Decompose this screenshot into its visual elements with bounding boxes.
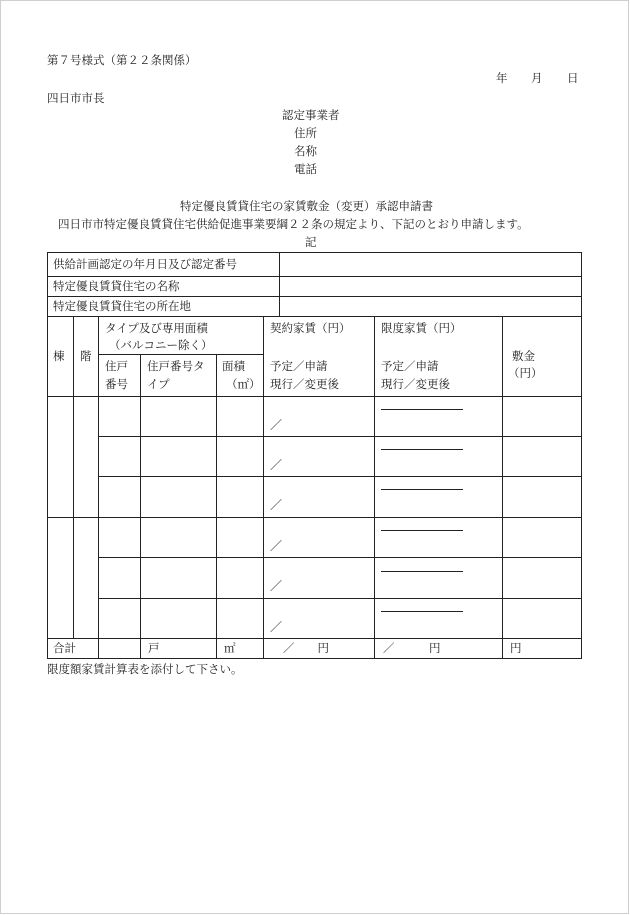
table-line: [98, 557, 582, 558]
col-header-unit-no-2: 番号: [105, 377, 128, 391]
ki-label: 記: [305, 235, 317, 249]
contract-slash: ／: [270, 579, 283, 593]
table-line: [279, 252, 280, 316]
applicant-address-label: 住所: [294, 126, 317, 140]
table-border-left: [47, 252, 48, 659]
contract-slash: ／: [270, 620, 283, 634]
col-header-limit-rent: 限度家賃（円）: [381, 321, 462, 335]
total-label: 合計: [53, 641, 76, 655]
date-day-label: 日: [567, 71, 579, 85]
table-line: [98, 316, 99, 659]
contract-sub-2: 現行／変更後: [270, 377, 339, 391]
col-header-contract-rent: 契約家賃（円）: [270, 321, 351, 335]
table-line: [216, 354, 217, 659]
table-line: [47, 276, 582, 277]
document-title: 特定優良賃貸住宅の家賃敷金（変更）承認申請書: [180, 199, 433, 213]
col-header-unit-type-2: イプ: [147, 377, 170, 391]
col-header-kai: 階: [80, 349, 92, 363]
contract-sub-1: 予定／申請: [270, 359, 328, 373]
table-line: [98, 354, 263, 355]
contract-slash: ／: [270, 418, 283, 432]
date-year-label: 年: [496, 71, 508, 85]
applicant-name-label: 名称: [294, 144, 317, 158]
limit-sub-1: 予定／申請: [381, 359, 439, 373]
contract-slash: ／: [270, 458, 283, 472]
info-row-label: 特定優良賃貸住宅の名称: [53, 279, 180, 293]
table-line: [263, 316, 264, 659]
date-month-label: 月: [531, 71, 543, 85]
col-header-unit-type: 住戸番号タ: [147, 359, 205, 373]
col-header-unit-no: 住戸: [105, 359, 128, 373]
limit-rule: [381, 449, 463, 450]
total-deposit: 円: [510, 641, 522, 655]
limit-sub-2: 現行／変更後: [381, 377, 450, 391]
contract-slash: ／: [270, 539, 283, 553]
table-line: [98, 476, 582, 477]
table-line: [502, 316, 503, 659]
total-area: ㎡: [224, 641, 236, 655]
table-border-top: [47, 252, 582, 253]
table-line: [98, 598, 582, 599]
type-area-header-note: （バルコニー除く）: [109, 338, 213, 352]
col-header-area: 面積: [222, 359, 245, 373]
form-number: 第７号様式（第２２条関係）: [47, 53, 197, 67]
info-row-label: 特定優良賃貸住宅の所在地: [53, 299, 191, 313]
document-intro: 四日市市特定優良賃貸住宅供給促進事業要綱２２条の規定より、下記のとおり申請します。: [58, 217, 529, 231]
limit-rule: [381, 409, 463, 410]
table-line: [98, 436, 582, 437]
limit-rule: [381, 571, 463, 572]
limit-rule: [381, 530, 463, 531]
table-line: [140, 354, 141, 659]
contract-slash: ／: [270, 498, 283, 512]
footer-note: 限度額家賃計算表を添付して下さい。: [47, 662, 243, 676]
total-contract: ／ 円: [283, 641, 329, 655]
total-limit: ／ 円: [383, 641, 441, 655]
table-line: [73, 316, 74, 638]
table-border-right: [581, 252, 582, 659]
table-line: [374, 316, 375, 659]
limit-rule: [381, 489, 463, 490]
table-line: [47, 296, 582, 297]
applicant-title: 認定事業者: [282, 108, 340, 122]
col-header-deposit-unit: （円）: [508, 366, 543, 380]
col-header-tou: 棟: [53, 349, 65, 363]
col-header-area-unit: （㎡）: [226, 377, 261, 391]
total-units: 戸: [148, 641, 160, 655]
addressee: 四日市市長: [47, 91, 105, 105]
type-area-header: タイプ及び専用面積: [105, 321, 208, 335]
col-header-deposit: 敷金: [512, 349, 535, 363]
limit-rule: [381, 611, 463, 612]
applicant-phone-label: 電話: [294, 162, 317, 176]
info-row-label: 供給計画認定の年月日及び認定番号: [53, 257, 237, 271]
